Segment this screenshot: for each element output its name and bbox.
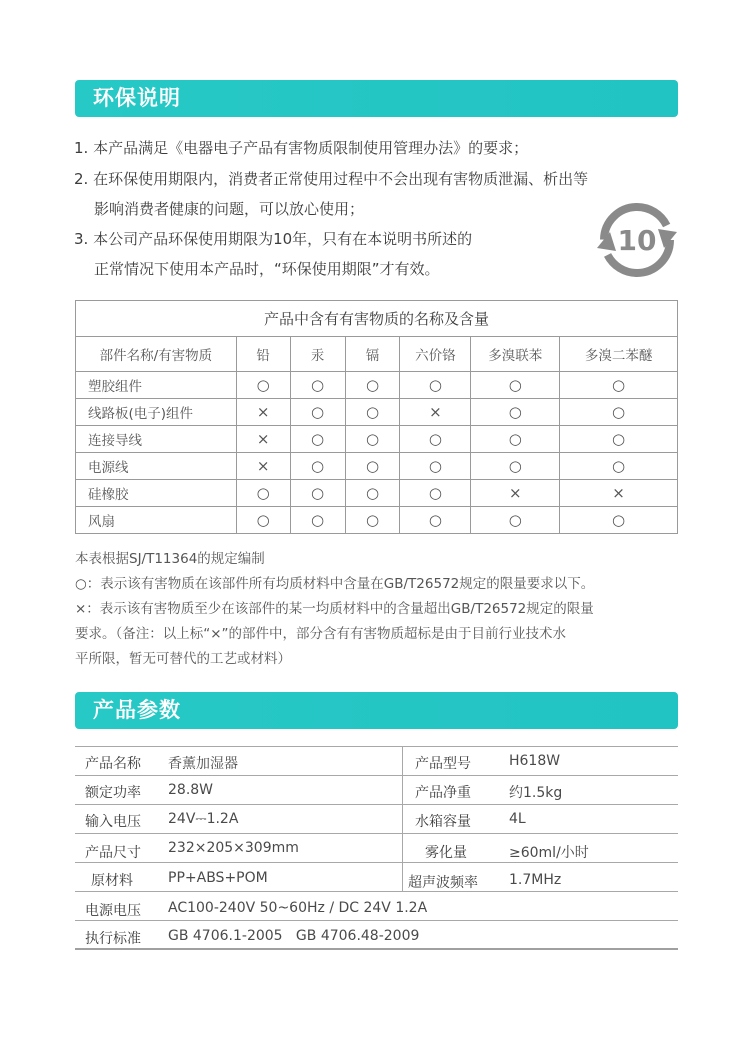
part-name: 风扇 [76,507,237,534]
note-line-3: 影响消费者健康的问题，可以放心使用； [94,200,365,218]
header-cell: 多溴联苯 [471,337,560,372]
spec-value: PP+ABS+POM [168,870,268,886]
substance-mark: ○ [345,399,400,426]
spec-value: 香薰加湿器 [168,756,238,772]
spec-label: 执行标准 [85,931,141,947]
section-title-params: 产品参数 [93,698,181,722]
note-line-2: 2. 在环保使用期限内，消费者正常使用过程中不会出现有害物质泄漏、析出等 [74,170,589,188]
substance-mark: × [400,399,471,426]
spec-row [75,920,678,949]
hazardous-substances-table [75,300,678,534]
substance-mark: ○ [471,507,560,534]
spec-value: AC100-240V 50~60Hz / DC 24V 1.2A [168,900,428,916]
spec-value: GB 4706.1-2005 GB 4706.48-2009 [168,928,420,944]
table-row [76,426,678,453]
substance-mark: ○ [345,480,400,507]
spec-value: 4L [509,811,526,827]
header-cell: 镉 [345,337,400,372]
legend-line: 本表根据SJ/T11364的规定编制 [75,551,265,567]
substance-mark: ○ [290,372,345,399]
table-row [76,399,678,426]
spec-row [75,804,678,834]
substance-mark: ○ [345,453,400,480]
spec-column-divider [402,746,403,891]
spec-value: 约1.5kg [509,785,563,801]
substance-mark: ○ [290,507,345,534]
legend-line: 平所限，暂无可替代的工艺或材料） [75,651,291,667]
part-name: 硅橡胶 [76,480,237,507]
substance-mark: ○ [236,480,290,507]
spec-value: H618W [509,753,561,769]
substance-mark: ○ [345,426,400,453]
substance-mark: ○ [560,453,678,480]
table-row [76,372,678,399]
section-banner-environment [75,80,678,117]
spec-value: 1.7MHz [509,872,562,888]
substance-mark: ○ [471,426,560,453]
substance-mark: ○ [290,453,345,480]
substance-mark: ○ [400,480,471,507]
legend-line: ○：表示该有害物质在该部件所有均质材料中含量在GB/T26572规定的限量要求以下。 [75,576,595,592]
substance-mark: ○ [400,507,471,534]
substance-mark: ○ [345,372,400,399]
substance-mark: × [560,480,678,507]
spec-label: 雾化量 [425,845,467,861]
spec-label: 产品净重 [415,785,471,801]
substance-mark: ○ [560,426,678,453]
table-header-row [76,337,678,372]
spec-row [75,891,678,921]
spec-label: 额定功率 [85,785,141,801]
substance-mark: ○ [236,372,290,399]
spec-value: 28.8W [168,782,214,798]
part-name: 塑胶组件 [76,372,237,399]
substance-mark: ○ [290,426,345,453]
note-line-5: 正常情况下使用本产品时，“环保使用期限”才有效。 [94,260,440,278]
header-cell: 多溴二苯醚 [560,337,678,372]
spec-label: 超声波频率 [408,875,478,891]
spec-value: 24V⎓1.2A [168,811,239,827]
substance-mark: × [236,453,290,480]
spec-label: 电源电压 [85,903,141,919]
table-row [76,453,678,480]
substance-mark: ○ [560,372,678,399]
table-caption: 产品中含有有害物质的名称及含量 [76,301,678,337]
spec-label: 产品尺寸 [85,845,141,861]
substance-mark: ○ [236,507,290,534]
header-cell: 汞 [290,337,345,372]
spec-table-bottom-rule [75,948,678,950]
substance-mark: ○ [471,399,560,426]
header-cell: 部件名称/有害物质 [76,337,237,372]
substance-mark: ○ [560,507,678,534]
spec-label: 产品名称 [85,756,141,772]
legend-line: ×：表示该有害物质至少在该部件的某一均质材料中的含量超出GB/T26572规定的限量 [75,601,594,617]
substance-mark: × [471,480,560,507]
table-row [76,507,678,534]
spec-label: 原材料 [91,873,133,889]
badge-number: 10 [617,224,657,257]
part-name: 电源线 [76,453,237,480]
part-name: 线路板(电子)组件 [76,399,237,426]
substance-mark: ○ [290,399,345,426]
spec-row [75,862,678,892]
spec-row [75,746,678,776]
substance-mark: × [236,399,290,426]
section-banner-params [75,692,678,729]
spec-label: 产品型号 [415,756,471,772]
section-title-environment: 环保说明 [93,86,181,110]
table-legend [75,547,685,672]
spec-value: 232×205×309mm [168,840,299,856]
substance-mark: ○ [400,453,471,480]
spec-label: 水箱容量 [415,814,471,830]
spec-row [75,775,678,805]
spec-label: 输入电压 [85,814,141,830]
substance-mark: ○ [400,426,471,453]
legend-line: 要求。（备注：以上标“×”的部件中，部分含有有害物质超标是由于目前行业技术水 [75,626,567,642]
spec-value: ≥60ml/小时 [509,845,589,861]
environmental-period-10-icon [596,202,678,278]
header-cell: 铅 [236,337,290,372]
spec-row [75,833,678,863]
header-cell: 六价铬 [400,337,471,372]
substance-mark: × [236,426,290,453]
substance-mark: ○ [560,399,678,426]
table-row [76,480,678,507]
substance-mark: ○ [471,372,560,399]
note-line-1: 1. 本产品满足《电器电子产品有害物质限制使用管理办法》的要求； [74,139,529,157]
note-line-4: 3. 本公司产品环保使用期限为10年，只有在本说明书所述的 [74,230,473,248]
substance-mark: ○ [290,480,345,507]
substance-mark: ○ [471,453,560,480]
substance-mark: ○ [345,507,400,534]
substance-mark: ○ [400,372,471,399]
part-name: 连接导线 [76,426,237,453]
